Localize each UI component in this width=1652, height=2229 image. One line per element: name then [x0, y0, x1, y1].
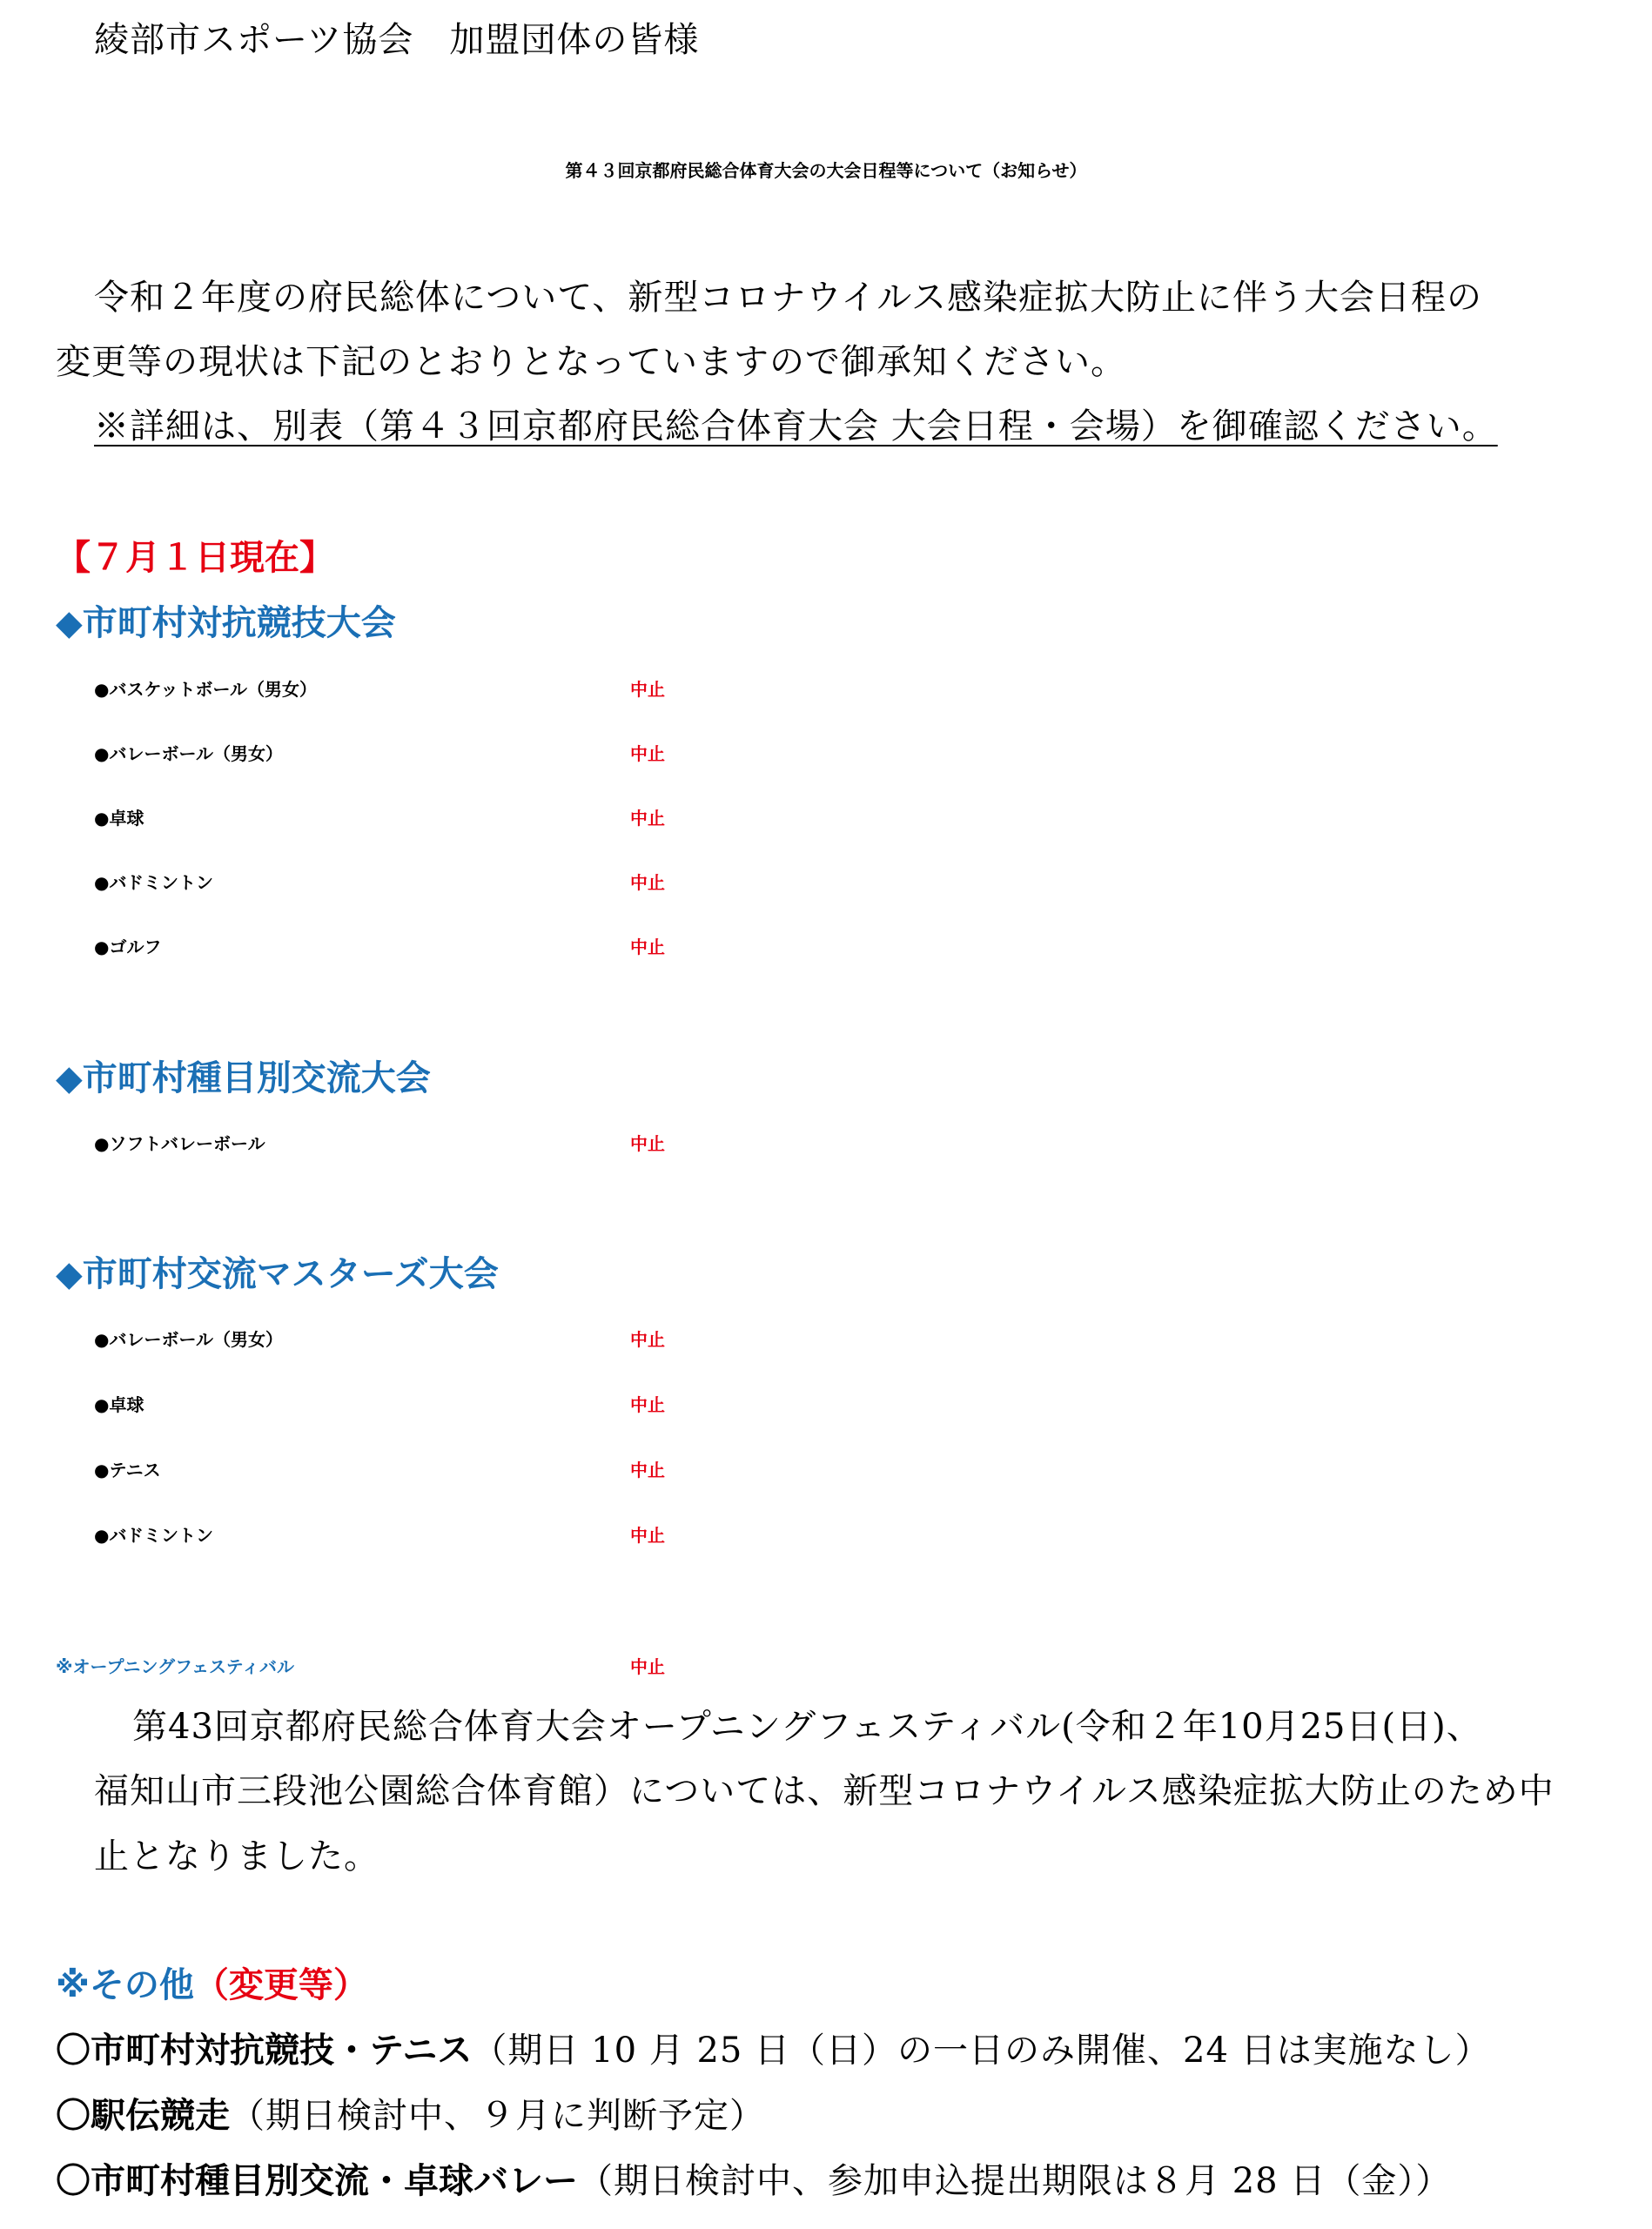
list-item	[56, 2028, 1491, 2073]
item-detail: （期日検討中、参加申込提出期限は８月 28 日（金））	[578, 2161, 1452, 2201]
item-label: ●ゴルフ	[94, 937, 162, 957]
section-heading-masters: ◆市町村交流マスターズ大会	[56, 1254, 499, 1294]
status-badge: 中止	[630, 1460, 665, 1480]
item-label: 〇市町村対抗競技・テニス	[56, 2031, 473, 2071]
status-date: 【７月１日現在】	[56, 538, 334, 578]
festival-line-1: 第43回京都府民総合体育大会オープニングフェスティバル(令和２年10月25日(日)、	[132, 1707, 1482, 1747]
status-badge: 中止	[630, 743, 665, 764]
item-label: ●ソフトバレーボール	[94, 1133, 265, 1154]
intro-line-1: 令和２年度の府民総体について、新型コロナウイルス感染症拡大防止に伴う大会日程の	[94, 278, 1482, 318]
status-badge: 中止	[630, 937, 665, 957]
others-heading-note: （変更等）	[193, 1965, 368, 2005]
status-badge: 中止	[630, 679, 665, 700]
status-badge: 中止	[630, 1656, 665, 1677]
status-badge: 中止	[630, 872, 665, 893]
item-label: ●テニス	[94, 1460, 161, 1480]
item-label: ●バドミントン	[94, 1525, 214, 1546]
status-badge: 中止	[630, 1525, 665, 1546]
item-label: ●卓球	[94, 1394, 144, 1415]
festival-heading: ※オープニングフェスティバル	[56, 1656, 295, 1677]
item-label: ●バスケットボール（男女）	[94, 679, 318, 700]
item-label: ●バレーボール（男女）	[94, 1329, 284, 1350]
item-label: ●バレーボール（男女）	[94, 743, 284, 764]
status-badge: 中止	[630, 808, 665, 829]
section-heading-shumoku: ◆市町村種目別交流大会	[56, 1058, 431, 1098]
others-heading: ※その他	[56, 1965, 194, 2005]
addressee: 綾部市スポーツ協会 加盟団体の皆様	[94, 20, 700, 60]
item-label: 〇駅伝競走	[56, 2096, 230, 2136]
festival-line-2: 福知山市三段池公園総合体育館）については、新型コロナウイルス感染症拡大防止のため中	[94, 1771, 1555, 1811]
intro-note: ※詳細は、別表（第４３回京都府民総合体育大会 大会日程・会場）を御確認ください。	[94, 406, 1498, 446]
list-item	[56, 2093, 765, 2138]
item-detail: （期日検討中、９月に判断予定）	[230, 2096, 765, 2136]
document-title: 第４３回京都府民総合体育大会の大会日程等について（お知らせ）	[565, 160, 1087, 181]
item-label: 〇市町村種目別交流・卓球バレー	[56, 2161, 578, 2201]
item-label: ●卓球	[94, 808, 144, 829]
list-item	[56, 2159, 1451, 2204]
section-heading-taiko: ◆市町村対抗競技大会	[56, 603, 396, 643]
intro-line-2: 変更等の現状は下記のとおりとなっていますので御承知ください。	[56, 342, 1126, 382]
status-badge: 中止	[630, 1394, 665, 1415]
status-badge: 中止	[630, 1133, 665, 1154]
others-heading-row	[56, 1963, 368, 2008]
item-label: ●バドミントン	[94, 872, 214, 893]
item-detail: （期日 10 月 25 日（日）の一日のみ開催、24 日は実施なし）	[472, 2031, 1491, 2071]
festival-line-3: 止となりました。	[94, 1836, 379, 1877]
status-badge: 中止	[630, 1329, 665, 1350]
